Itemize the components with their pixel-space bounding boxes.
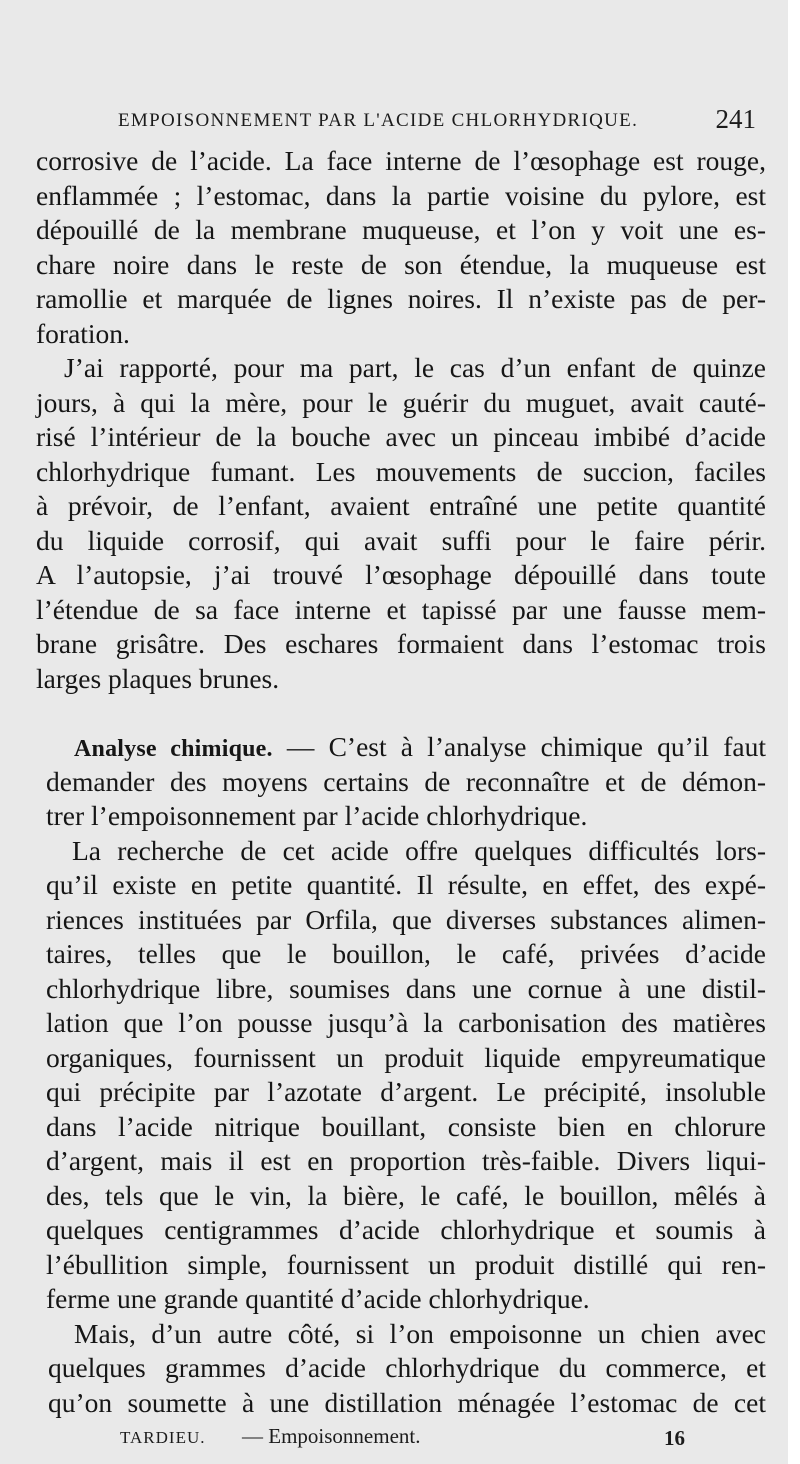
text-line: ramollie et marquée de lignes noires. Il n’existe pas de per-	[36, 283, 766, 314]
body-text	[36, 144, 766, 1420]
text-line: quelques centigrammes d’acide chlorhydrique et soumis à	[46, 1214, 766, 1245]
text-line: chare noire dans le reste de son étendue, la muqueuse est	[36, 248, 766, 280]
text-line: lation que l’on pousse jusqu’à la carbonisation des matières	[46, 1007, 766, 1038]
text-line: A l’autopsie, j’ai trouvé l’œsophage dépouillé dans toute	[36, 559, 766, 590]
text-line: jours, à qui la mère, pour le guérir du muguet, avait cauté-	[36, 386, 766, 418]
paragraph-gap	[36, 696, 766, 730]
text-line: riences instituées par Orfila, que diverses substances alimen-	[46, 903, 766, 935]
text-line: enflammée ; l’estomac, dans la partie voisine du pylore, est	[36, 179, 766, 211]
footer-author: TARDIEU.	[120, 1428, 206, 1447]
section-heading: Analyse chimique.	[74, 736, 273, 762]
heading-continuation: — C’est à l’analyse chimique qu’il faut	[272, 731, 766, 762]
text-line: à prévoir, de l’enfant, avaient entraîné une petite quantité	[36, 490, 766, 521]
running-head	[118, 104, 758, 136]
paragraph	[36, 144, 766, 351]
text-line: larges plaques brunes.	[36, 662, 280, 694]
signature-mark: 16	[664, 1426, 685, 1450]
paragraph	[36, 1317, 766, 1421]
footer-title: — Empoisonnement.	[242, 1424, 421, 1448]
text-line: quelques grammes d’acide chlorhydrique du commerce, et	[48, 1352, 766, 1383]
text-line: corrosive de l’acide. La face interne de l’œsophage est rouge,	[36, 145, 766, 176]
text-line: qu’il existe en petite quantité. Il résulte, en effet, des expé-	[46, 869, 766, 900]
text-line: organiques, fournissent un produit liquide empyreumatique	[46, 1041, 766, 1073]
text-line: trer l’empoisonnement par l’acide chlorhydrique.	[46, 800, 588, 831]
text-line: qu’on soumette à une distillation ménagée l’estomac de cet	[48, 1386, 766, 1418]
text-line: l’ébullition simple, fournissent un produit distillé qui ren-	[46, 1248, 766, 1280]
text-line	[36, 730, 766, 765]
paragraph	[36, 730, 766, 834]
text-line: dépouillé de la membrane muqueuse, et l’on y voit une es-	[36, 214, 766, 245]
text-line: risé l’intérieur de la bouche avec un pinceau imbibé d’acide	[36, 421, 766, 452]
text-line: d’argent, mais il est en proportion très-faible. Divers liqui-	[46, 1145, 766, 1176]
text-line: demander des moyens certains de reconnaître et de démon-	[46, 765, 766, 797]
text-line: ferme une grande quantité d’acide chlorhydrique.	[46, 1283, 590, 1314]
text-line: l’étendue de sa face interne et tapissé par une fausse mem-	[36, 593, 766, 625]
text-line: du liquide corrosif, qui avait suffi pour le faire périr.	[36, 524, 766, 556]
text-line: La recherche de cet acide offre quelques difficultés lors-	[72, 834, 766, 866]
page-number: 241	[715, 104, 756, 134]
text-line: dans l’acide nitrique bouillant, consiste bien en chlorure	[46, 1110, 766, 1142]
paragraph	[36, 834, 766, 1317]
paragraph	[36, 351, 766, 696]
text-line: brane grisâtre. Des eschares formaient dans l’estomac trois	[36, 628, 766, 659]
text-line: qui précipite par l’azotate d’argent. Le précipité, insoluble	[46, 1076, 766, 1107]
text-line: chlorhydrique libre, soumises dans une cornue à une distil-	[46, 972, 766, 1004]
running-title: EMPOISONNEMENT PAR L'ACIDE CHLORHYDRIQUE.	[118, 110, 639, 131]
text-line: J’ai rapporté, pour ma part, le cas d’un enfant de quinze	[64, 352, 766, 383]
text-line: taires, telles que le bouillon, le café, privées d’acide	[46, 938, 766, 969]
text-line: foration.	[36, 317, 130, 349]
text-line: chlorhydrique fumant. Les mouvements de succion, faciles	[36, 455, 766, 487]
text-line: des, tels que le vin, la bière, le café, le bouillon, mêlés à	[46, 1179, 766, 1211]
page-footer	[120, 1422, 685, 1454]
text-line: Mais, d’un autre côté, si l’on empoisonne un chien avec	[74, 1317, 766, 1349]
